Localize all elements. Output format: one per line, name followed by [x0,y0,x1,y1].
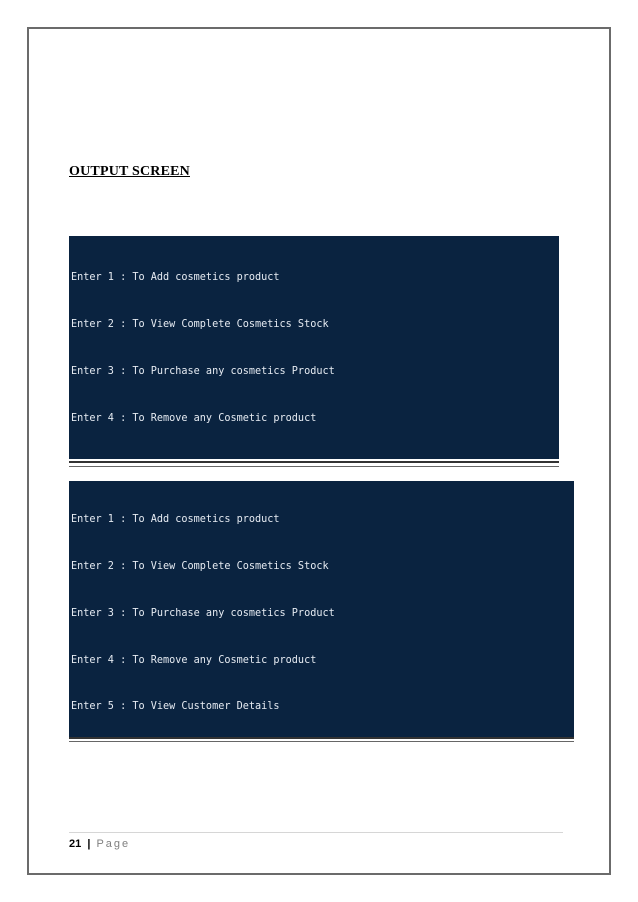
section-heading: OUTPUT SCREEN [69,164,190,179]
divider-line [69,737,574,739]
console-line: Enter 5 : To View Customer Details [71,701,280,713]
page-label: Page [96,838,131,850]
page-footer [69,838,130,850]
console-screenshot-view-stock [69,481,574,737]
console-line: Enter 3 : To Purchase any cosmetics Product [71,607,335,619]
footer-divider [69,832,563,833]
console-line: Enter 2 : To View Complete Cosmetics Stock [71,560,329,572]
footer-separator: | [87,838,91,850]
divider-line [69,741,574,742]
divider-line [69,461,559,463]
console-line: Enter 3 : To Purchase any cosmetics Product [71,365,335,377]
console-line: Enter 2 : To View Complete Cosmetics Stock [71,318,329,330]
console-line: Enter 1 : To Add cosmetics product [71,514,280,526]
page-number: 21 [69,838,82,850]
console-line: Enter 1 : To Add cosmetics product [71,272,280,284]
console-line: Enter 4 : To Remove any Cosmetic product [71,412,317,424]
console-screenshot-add-product [69,236,559,459]
console-line: Enter 4 : To Remove any Cosmetic product [71,654,317,666]
divider-line [69,466,559,467]
console-line [71,457,559,459]
